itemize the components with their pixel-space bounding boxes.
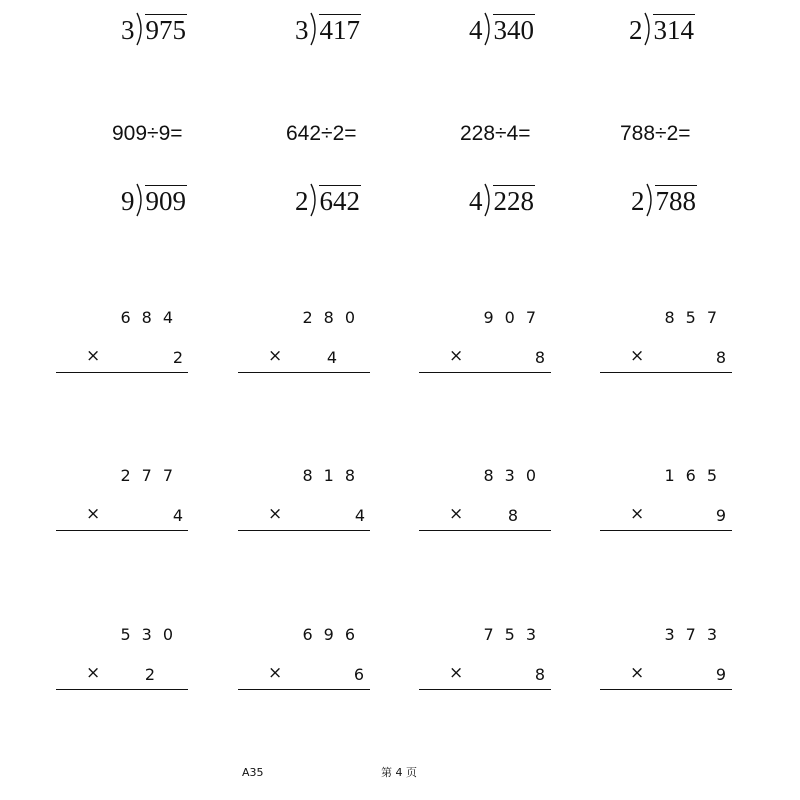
answer-line	[56, 372, 188, 373]
answer-line	[419, 530, 551, 531]
times-sign: ×	[268, 663, 283, 683]
times-sign: ×	[630, 663, 645, 683]
times-sign: ×	[86, 504, 101, 524]
times-sign: ×	[449, 346, 464, 366]
times-sign: ×	[630, 346, 645, 366]
division-bracket	[310, 12, 319, 46]
multiplication-problem	[238, 627, 370, 697]
dividend: 642	[319, 186, 360, 216]
multiplier: 8	[534, 665, 545, 684]
times-sign: ×	[268, 504, 283, 524]
multiplier: 8	[715, 348, 726, 367]
divisor: 3	[121, 15, 135, 45]
long-division-problem	[121, 6, 187, 46]
dividend: 417	[319, 15, 360, 45]
divisor: 9	[121, 186, 135, 216]
answer-line	[419, 372, 551, 373]
answer-line	[600, 530, 732, 531]
answer-line	[238, 530, 370, 531]
answer-line	[600, 372, 732, 373]
dividend: 340	[493, 15, 534, 45]
long-division-problem	[629, 6, 695, 46]
times-sign: ×	[268, 346, 283, 366]
long-division-problem	[295, 177, 361, 217]
long-division-problem	[469, 6, 535, 46]
multiplicand: 277	[120, 466, 184, 485]
multiplicand: 818	[302, 466, 366, 485]
multiplicand: 830	[483, 466, 547, 485]
multiplier: 8	[507, 506, 518, 525]
divisor: 3	[295, 15, 309, 45]
multiplier: 4	[354, 506, 365, 525]
dividend: 314	[653, 15, 694, 45]
dividend: 909	[145, 186, 186, 216]
divisor: 2	[631, 186, 645, 216]
divisor: 2	[295, 186, 309, 216]
division-bracket	[644, 12, 653, 46]
multiplication-problem	[419, 468, 551, 538]
multiplier: 2	[144, 665, 155, 684]
multiplier: 9	[715, 665, 726, 684]
division-equation: 909÷9=	[112, 122, 183, 145]
multiplier: 2	[172, 348, 183, 367]
long-division-problem	[469, 177, 535, 217]
multiplication-problem	[419, 310, 551, 380]
division-bracket	[136, 12, 145, 46]
multiplication-problem	[600, 310, 732, 380]
long-division-problem	[121, 177, 187, 217]
multiplication-problem	[56, 310, 188, 380]
division-bracket	[484, 12, 493, 46]
multiplier: 9	[715, 506, 726, 525]
multiplication-problem	[56, 468, 188, 538]
division-bracket	[646, 183, 655, 217]
multiplicand: 530	[120, 625, 184, 644]
long-division-problem	[631, 177, 697, 217]
answer-line	[238, 372, 370, 373]
multiplier: 6	[353, 665, 364, 684]
multiplicand: 857	[664, 308, 728, 327]
times-sign: ×	[449, 663, 464, 683]
division-equation: 228÷4=	[460, 122, 531, 145]
multiplication-problem	[600, 468, 732, 538]
worksheet-code: A35	[242, 766, 264, 779]
division-bracket	[310, 183, 319, 217]
multiplicand: 280	[302, 308, 366, 327]
divisor: 2	[629, 15, 643, 45]
multiplication-problem	[419, 627, 551, 697]
division-equation: 642÷2=	[286, 122, 357, 145]
multiplication-problem	[238, 468, 370, 538]
multiplicand: 684	[120, 308, 184, 327]
multiplication-problem	[600, 627, 732, 697]
times-sign: ×	[449, 504, 464, 524]
multiplier: 4	[326, 348, 337, 367]
answer-line	[600, 689, 732, 690]
answer-line	[56, 689, 188, 690]
multiplication-problem	[238, 310, 370, 380]
multiplicand: 696	[302, 625, 366, 644]
division-bracket	[136, 183, 145, 217]
multiplier: 8	[534, 348, 545, 367]
page-number: 第 4 页	[381, 766, 417, 779]
dividend: 228	[493, 186, 534, 216]
divisor: 4	[469, 15, 483, 45]
multiplicand: 753	[483, 625, 547, 644]
answer-line	[56, 530, 188, 531]
multiplicand: 907	[483, 308, 547, 327]
answer-line	[419, 689, 551, 690]
multiplicand: 373	[664, 625, 728, 644]
times-sign: ×	[86, 346, 101, 366]
dividend: 788	[655, 186, 696, 216]
divisor: 4	[469, 186, 483, 216]
multiplicand: 165	[664, 466, 728, 485]
dividend: 975	[145, 15, 186, 45]
long-division-problem	[295, 6, 361, 46]
division-equation: 788÷2=	[620, 122, 691, 145]
answer-line	[238, 689, 370, 690]
division-bracket	[484, 183, 493, 217]
times-sign: ×	[630, 504, 645, 524]
multiplication-problem	[56, 627, 188, 697]
times-sign: ×	[86, 663, 101, 683]
multiplier: 4	[172, 506, 183, 525]
